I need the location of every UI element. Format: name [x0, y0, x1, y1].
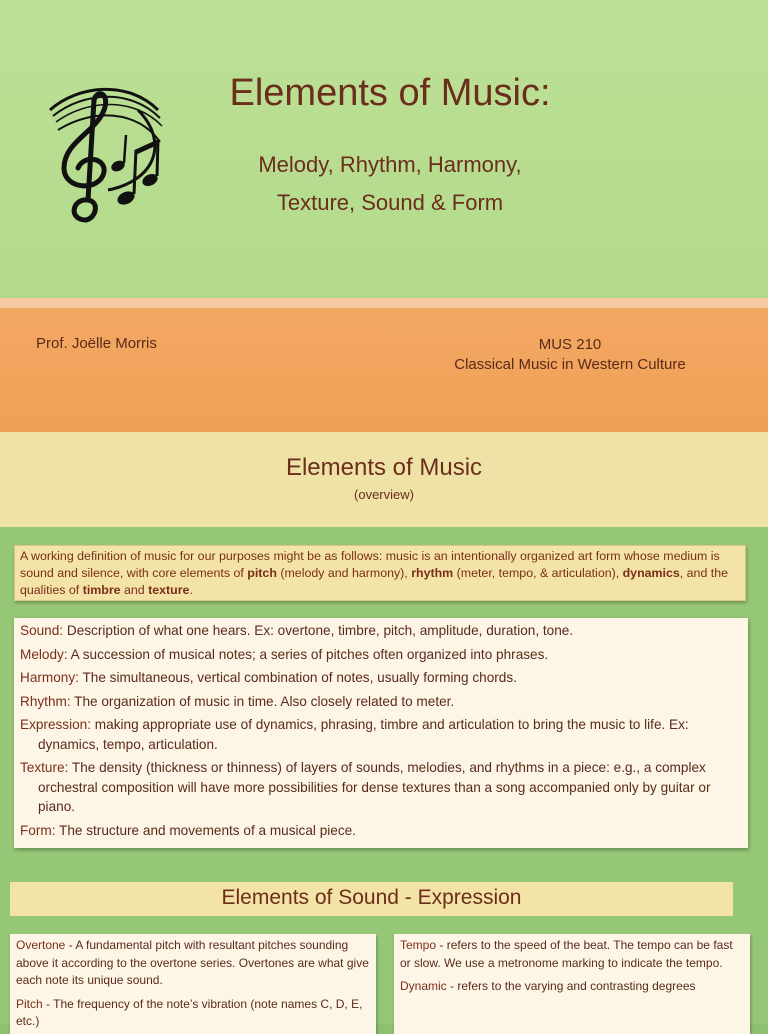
definition-term-texture: texture [148, 583, 190, 597]
list-item-text: - A fundamental pitch with resultant pitches sounding above it according to the overtone series. Overtones are what give each note its unique sound. [16, 938, 369, 987]
list-item [20, 758, 742, 817]
definition-term-rhythm: rhythm [411, 566, 454, 580]
list-item [20, 645, 742, 665]
list-item [20, 715, 742, 754]
overview-slide [0, 432, 768, 864]
presentation-subtitle-line2: Texture, Sound & Form [276, 190, 504, 215]
elements-list [14, 618, 748, 848]
list-item-term: Tempo [400, 938, 437, 952]
right-column-box [394, 934, 750, 1034]
list-item [20, 668, 742, 688]
list-item [20, 692, 742, 712]
course-code: MUS 210 [538, 336, 602, 353]
sound-expression-title-band [10, 882, 733, 916]
list-item [20, 821, 742, 841]
presentation-subtitle-line1: Melody, Rhythm, Harmony, [258, 152, 522, 177]
sound-expression-slide [0, 864, 768, 1028]
sound-expression-title: Elements of Sound - Expression [221, 886, 522, 909]
list-item-term: Dynamic [400, 979, 447, 993]
list-item-text: Description of what one hears. Ex: overtone, timbre, pitch, amplitude, duration, tone. [63, 623, 574, 638]
definition-text: , and the qualities of [20, 566, 729, 597]
list-item-text: The density (thickness or thinness) of layers of sounds, melodies, and rhythms in a piece: e.g., a complex orchestral composition will have more possibilities for dense textures than a song accompanied only by guitar or piano. [38, 760, 711, 814]
list-item-text: The organization of music in time. Also closely related to meter. [70, 693, 455, 709]
list-item-term: Rhythm: [20, 693, 71, 709]
left-column-box [10, 934, 376, 1034]
list-item-term: Expression: [20, 717, 92, 732]
list-item-text: A succession of musical notes; a series of pitches often organized into phrases. [67, 646, 549, 662]
overview-subtitle: (overview) [354, 487, 414, 502]
course-info [420, 335, 720, 375]
list-item-term: Harmony: [20, 670, 79, 685]
list-item-text: - refers to the varying and contrasting degrees [446, 979, 696, 993]
definition-text: . [189, 583, 193, 597]
professor-name: Prof. Joëlle Morris [36, 335, 157, 352]
divider-stripe [0, 298, 768, 308]
list-item-term: Overtone [16, 938, 66, 952]
list-item [400, 937, 744, 972]
list-item [16, 996, 370, 1031]
treble-clef-notes-icon [38, 80, 168, 230]
definition-term-timbre: timbre [82, 583, 121, 597]
list-item-term: Melody: [20, 646, 68, 662]
list-item-term: Pitch [16, 996, 43, 1011]
title-slide [0, 0, 768, 432]
course-name: Classical Music in Western Culture [454, 356, 686, 373]
list-item-term: Texture: [20, 760, 69, 775]
list-item-text: The structure and movements of a musical piece. [55, 822, 356, 838]
definition-text: and [120, 583, 149, 597]
list-item-text: The simultaneous, vertical combination of notes, usually forming chords. [78, 670, 517, 685]
list-item-text: - The frequency of the note’s vibration (note names C, D, E, etc.) [16, 996, 363, 1028]
definition-text: A working definition of music for our purposes might be as follows: music is an intentionally organized art form whose medium is sound and silence, with core elements of [20, 549, 720, 580]
list-item-term: Form: [20, 822, 56, 838]
definition-text: (melody and harmony), [276, 566, 412, 580]
definition-term-dynamics: dynamics [622, 566, 680, 580]
overview-title: Elements of Music [285, 454, 483, 481]
definition-term-pitch: pitch [247, 566, 277, 580]
list-item [400, 978, 744, 996]
presentation-title: Elements of Music: [229, 72, 551, 114]
list-item-text: - refers to the speed of the beat. The tempo can be fast or slow. We use a metronome marking to indicate the tempo. [400, 938, 733, 970]
definition-box [14, 545, 746, 601]
list-item [16, 937, 370, 990]
list-item-text: making appropriate use of dynamics, phrasing, timbre and articulation to bring the music to life. Ex: dynamics, tempo, articulation. [38, 717, 689, 752]
list-item [20, 621, 742, 641]
definition-text: (meter, tempo, & articulation), [453, 566, 623, 580]
list-item-term: Sound: [20, 623, 64, 638]
